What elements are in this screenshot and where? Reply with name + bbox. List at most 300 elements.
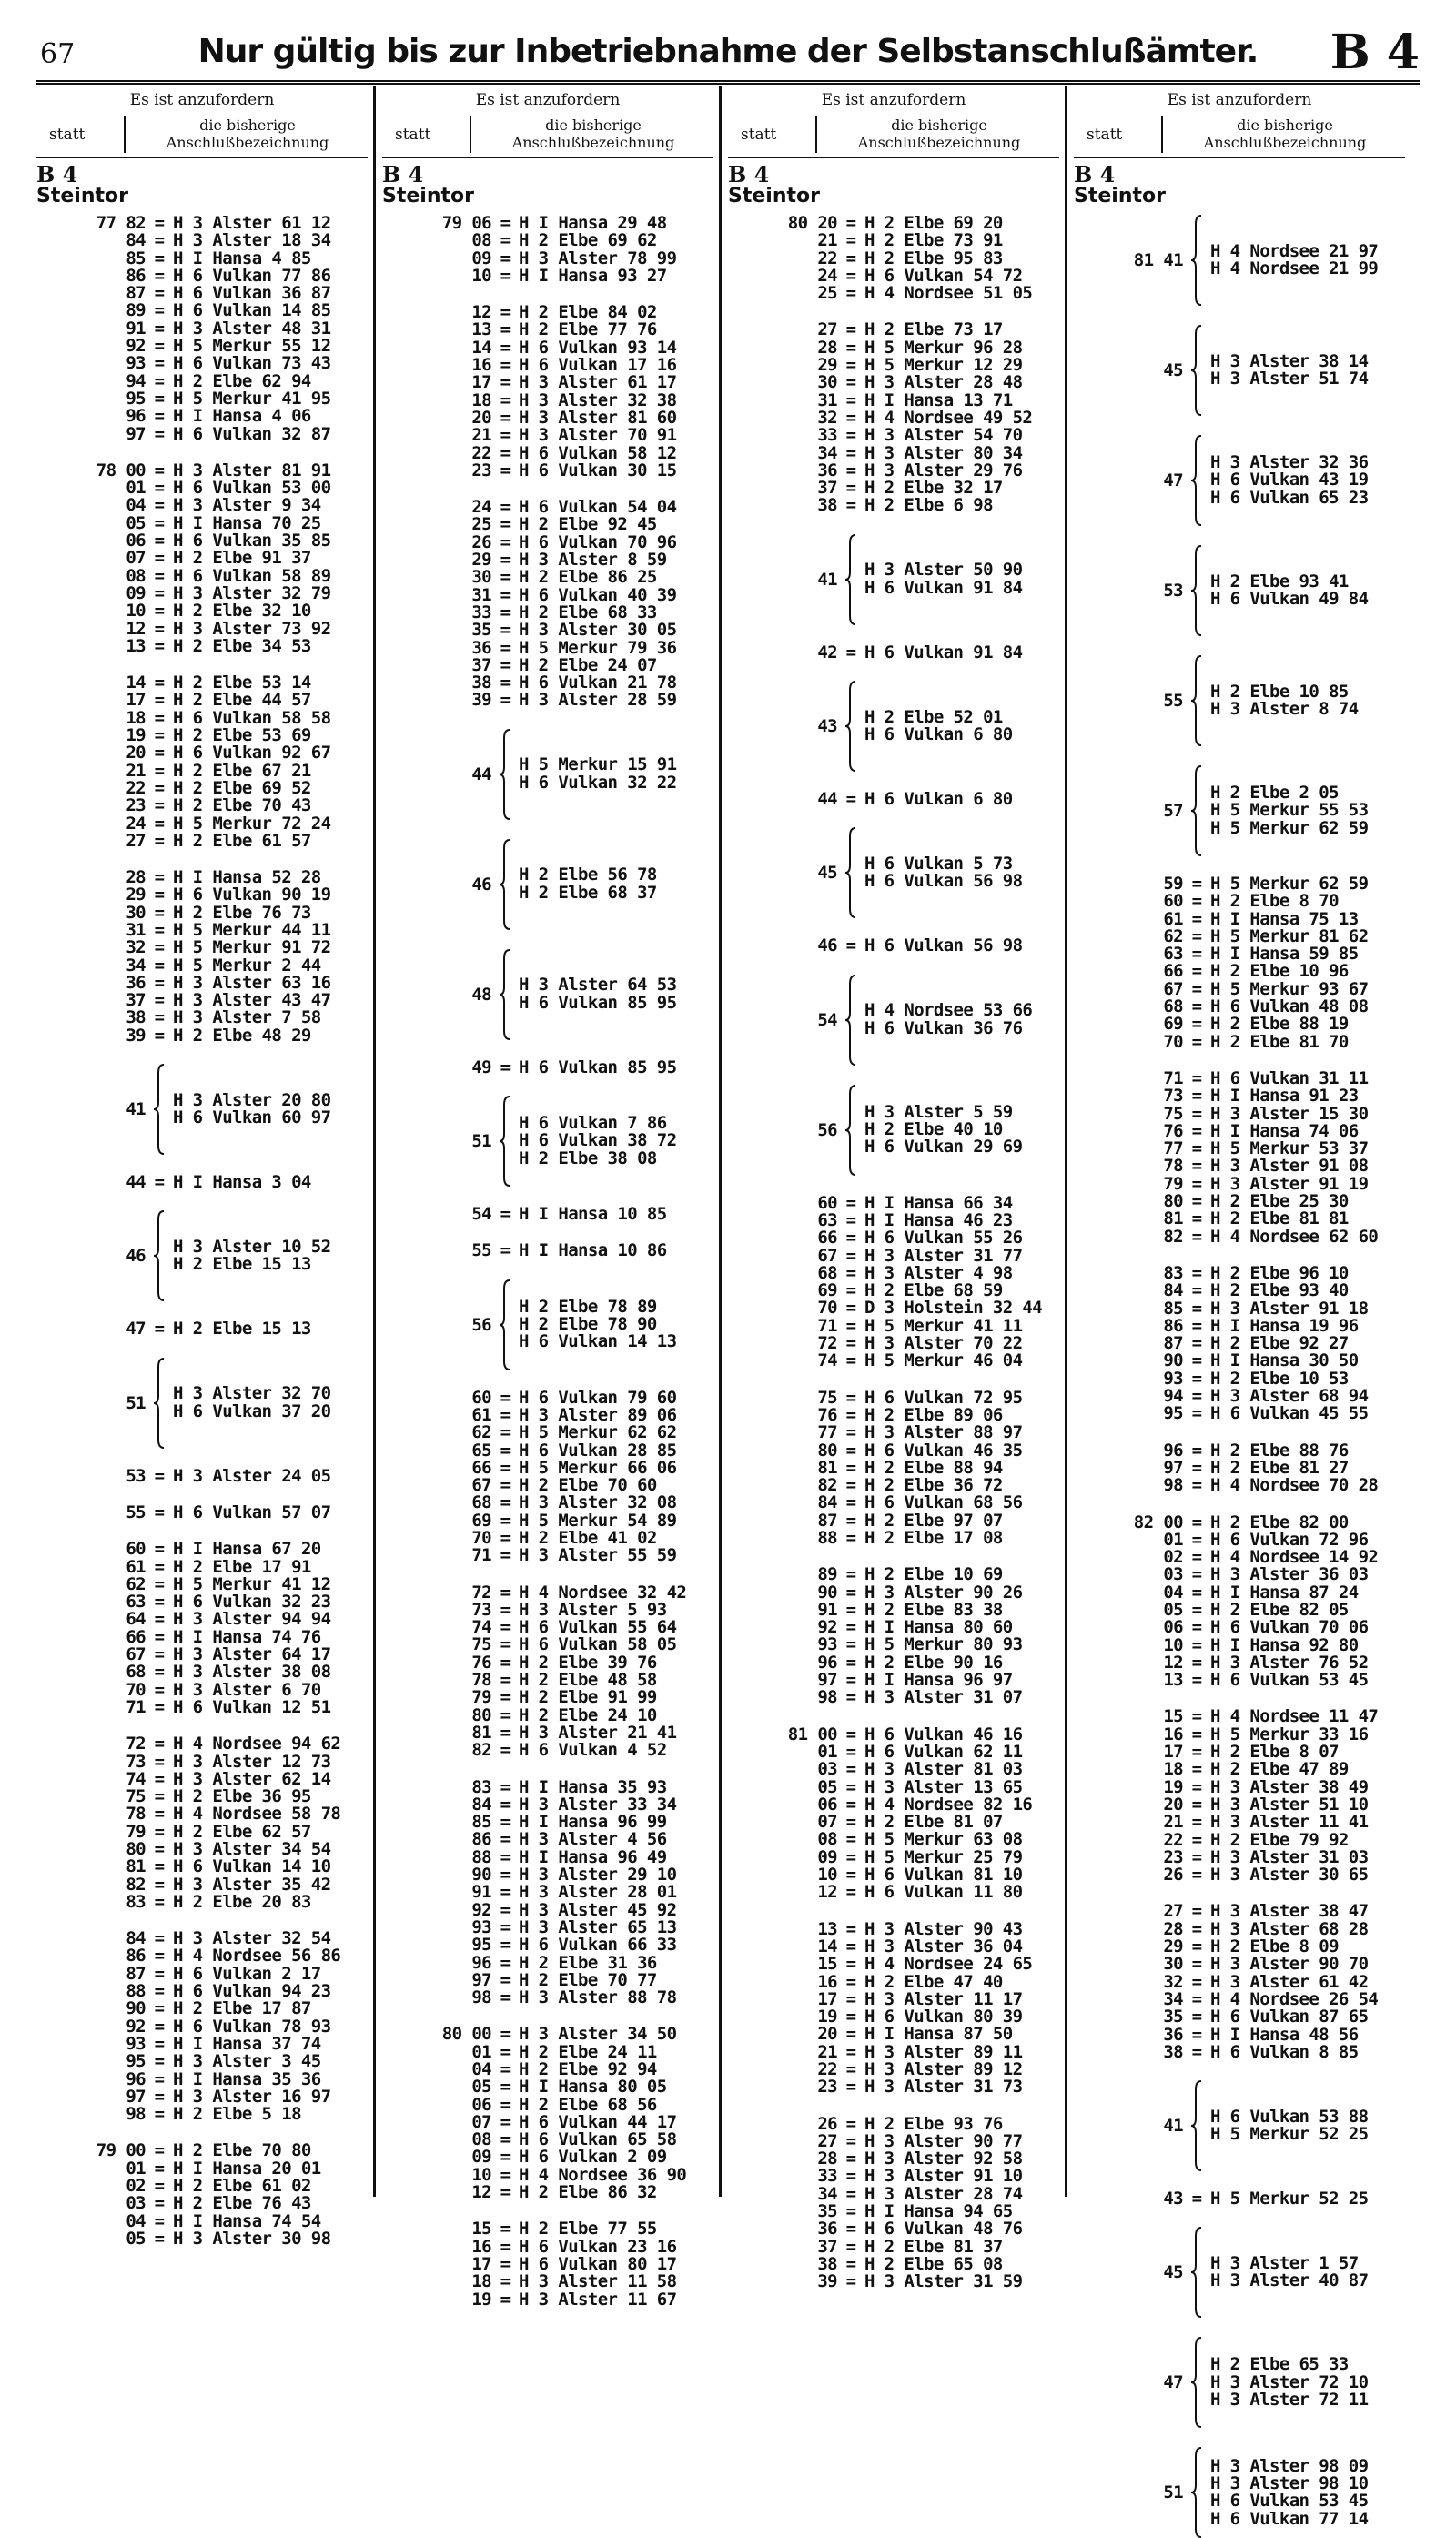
equals-sign: = — [1191, 1776, 1202, 1797]
entry-value: H 3 Alster 3 45 — [173, 2051, 321, 2072]
equals-sign: = — [845, 1829, 856, 1850]
entry-value: H 6 Vulkan 68 56 — [864, 1492, 1023, 1513]
entry-number: 30 — [817, 372, 837, 393]
equals-sign: = — [500, 2271, 511, 2292]
equals-sign: = — [1191, 1582, 1202, 1603]
entry-value: H 5 Merkur 2 44 — [173, 955, 321, 976]
entry-number: 59 — [1163, 874, 1183, 894]
entry-number: 10 — [126, 601, 146, 622]
entry-block — [36, 462, 368, 655]
entry-value: H 3 Alster 4 56 — [519, 1829, 667, 1850]
entry-number: 29 — [471, 550, 491, 571]
entry-row — [36, 2053, 368, 2070]
entry-block — [36, 2142, 368, 2248]
entry-block — [1074, 1903, 1405, 2061]
equals-sign: = — [500, 672, 511, 693]
entry-value: H 3 Alster 89 06 — [519, 1404, 677, 1425]
entry-number: 78 — [126, 1804, 146, 1825]
section-heading — [728, 161, 1059, 207]
entry-row — [1074, 1634, 1405, 1655]
entry-value: H 3 Alster 68 28 — [1210, 1918, 1369, 1939]
entry-row — [728, 1424, 1059, 1441]
entry-number: 04 — [126, 2210, 146, 2231]
entry-number: 20 — [126, 743, 146, 763]
entry-row — [728, 2273, 1059, 2290]
entry-number: 16 — [471, 2236, 491, 2257]
entry-value: H 3 Alster 91 19 — [1210, 1173, 1369, 1194]
brace-icon — [1183, 325, 1210, 416]
entry-value: H 3 Alster 81 91 — [173, 460, 331, 480]
entry-value: H 2 Elbe 91 99 — [519, 1687, 657, 1708]
entry-number: 84 — [1163, 1280, 1183, 1301]
entry-number: 75 — [126, 1786, 146, 1807]
column-header — [728, 86, 1059, 158]
equals-sign: = — [845, 1280, 856, 1301]
entry-values — [864, 1002, 1032, 1037]
equals-sign: = — [845, 2271, 856, 2292]
equals-sign: = — [154, 423, 165, 444]
header-requested: Es ist anzufordern — [1167, 91, 1312, 109]
equals-sign: = — [500, 1865, 511, 1886]
brace-icon — [146, 1210, 173, 1301]
entry-number: 18 — [126, 707, 146, 728]
entry-value: H 3 Alster 88 97 — [864, 1422, 1023, 1443]
equals-sign: = — [154, 1998, 165, 2019]
entry-value: H 6 Vulkan 43 19 — [1210, 470, 1369, 490]
brace-icon — [837, 1085, 864, 1176]
entry-number: 19 — [126, 725, 146, 746]
equals-sign: = — [1191, 1368, 1202, 1389]
entry-row — [1074, 893, 1405, 910]
entry-number: 10 — [471, 265, 491, 286]
entry-value: H I Hansa 87 24 — [1210, 1582, 1359, 1603]
entry-value: H 4 Nordsee 58 78 — [173, 1804, 341, 1825]
entry-number: 41 — [817, 569, 837, 590]
entry-block — [382, 1776, 713, 2008]
equals-sign: = — [154, 1928, 165, 1949]
equals-sign: = — [500, 319, 511, 340]
entry-row — [1074, 1282, 1405, 1299]
entry-row — [728, 1245, 1059, 1266]
entry-value: H 2 Elbe 78 90 — [519, 1313, 657, 1334]
equals-sign: = — [1191, 1547, 1202, 1568]
entry-value: H 3 Alster 35 42 — [173, 1874, 331, 1895]
equals-sign: = — [154, 230, 165, 251]
entry-group — [728, 534, 1059, 625]
entry-row — [382, 1059, 713, 1077]
entry-row — [36, 355, 368, 372]
equals-sign: = — [154, 1573, 165, 1594]
entry-number: 12 — [471, 2182, 491, 2203]
entry-group — [36, 1358, 368, 1449]
entry-number: 10 — [817, 1865, 837, 1886]
equals-sign: = — [500, 1704, 511, 1725]
entry-number: 03 — [1163, 1564, 1183, 1585]
equals-sign: = — [154, 601, 165, 622]
entry-value: H 2 Elbe 68 59 — [864, 1280, 1003, 1301]
entry-value: H 2 Elbe 77 76 — [519, 319, 657, 340]
brace-icon — [1183, 215, 1210, 306]
entry-number: 61 — [471, 1404, 491, 1425]
entry-value: H I Hansa 93 27 — [519, 265, 667, 286]
equals-sign: = — [500, 2182, 511, 2203]
entry-number: 30 — [126, 902, 146, 923]
header-requested: Es ist anzufordern — [129, 91, 275, 109]
entry-value: H I Hansa 29 48 — [519, 213, 667, 233]
entry-number: 22 — [817, 2059, 837, 2079]
equals-sign: = — [1191, 1086, 1202, 1107]
entry-number: 46 — [817, 935, 837, 956]
equals-sign: = — [1191, 1794, 1202, 1815]
entry-value: H 2 Elbe 78 89 — [519, 1296, 657, 1317]
entry-number: 72 — [817, 1333, 837, 1354]
entry-value: H 3 Alster 89 11 — [864, 2041, 1023, 2062]
entry-number: 22 — [471, 442, 491, 463]
entry-group — [728, 1085, 1059, 1176]
entry-row — [728, 1761, 1059, 1778]
entry-number: 93 — [126, 353, 146, 374]
entry-value: H 2 Elbe 83 38 — [864, 1599, 1003, 1620]
equals-sign: = — [1191, 1812, 1202, 1833]
entry-value: H I Hansa 35 93 — [519, 1776, 667, 1797]
entry-value: H 3 Alster 5 59 — [864, 1101, 1013, 1122]
entry-number: 63 — [1163, 944, 1183, 965]
entry-row — [36, 1465, 368, 1486]
entry-row — [1074, 1672, 1405, 1689]
entry-number: 93 — [1163, 1368, 1183, 1389]
equals-sign: = — [845, 1192, 856, 1213]
entry-values — [1210, 784, 1368, 837]
entry-block — [382, 304, 713, 480]
entry-row — [36, 830, 368, 851]
entry-value: H 3 Alster 6 70 — [173, 1679, 321, 1700]
entry-number: 85 — [126, 248, 146, 268]
entry-value: H 2 Elbe 40 10 — [864, 1118, 1003, 1139]
entry-number: 12 — [817, 1882, 837, 1903]
entry-row — [382, 2094, 713, 2115]
entry-number: 15 — [1163, 1706, 1183, 1727]
entry-number: 86 — [126, 1946, 146, 1967]
entry-group — [1074, 2337, 1405, 2428]
entry-value: H 6 Vulkan 70 06 — [1210, 1617, 1369, 1638]
entry-number: 86 — [1163, 1315, 1183, 1336]
entry-row — [728, 1636, 1059, 1653]
entry-number: 91 — [817, 1599, 837, 1620]
entry-row — [382, 1936, 713, 1954]
entry-row — [382, 374, 713, 391]
entry-value: H I Hansa 10 86 — [519, 1240, 667, 1261]
entry-row — [382, 692, 713, 709]
entry-value: H 5 Merkur 55 53 — [1210, 800, 1369, 821]
equals-sign: = — [845, 495, 856, 516]
entry-block — [1074, 2190, 1405, 2208]
entry-value: H 3 Alster 92 58 — [864, 2149, 1023, 2169]
entry-value: H 5 Merkur 41 12 — [173, 1573, 331, 1594]
entry-row — [728, 1352, 1059, 1370]
entry-number: 31 — [126, 919, 146, 940]
entry-number: 72 — [471, 1582, 491, 1603]
equals-sign: = — [1191, 1173, 1202, 1194]
equals-sign: = — [1191, 2189, 1202, 2209]
section-place: Steintor — [1074, 185, 1166, 207]
entry-number: 93 — [817, 1634, 837, 1655]
entry-number: 95 — [1163, 1403, 1183, 1424]
entry-number: 06 — [126, 531, 146, 551]
entry-value: H 5 Merkur 93 67 — [1210, 978, 1369, 999]
brace-icon — [1183, 435, 1210, 526]
entry-value: H 6 Vulkan 56 98 — [864, 871, 1023, 892]
equals-sign: = — [500, 602, 511, 622]
entry-number: 89 — [817, 1564, 837, 1585]
equals-sign: = — [154, 582, 165, 603]
entry-value: H 6 Vulkan 85 95 — [519, 1057, 677, 1077]
entry-number: 23 — [1163, 1846, 1183, 1867]
equals-sign: = — [154, 1734, 165, 1754]
entry-number: 69 — [471, 1510, 491, 1531]
page-title: Nur gültig bis zur Inbetriebnahme der Selbstanschlußämter. — [197, 33, 1259, 70]
entry-value: H I Hansa 75 13 — [1210, 908, 1359, 929]
entry-number: 47 — [1163, 2372, 1183, 2393]
entry-number: 06 — [1163, 1617, 1183, 1638]
entry-number: 73 — [471, 1599, 491, 1620]
entry-block — [728, 644, 1059, 662]
entry-value: H 6 Vulkan 60 97 — [173, 1107, 331, 1128]
entry-row — [728, 2113, 1059, 2134]
equals-sign: = — [845, 460, 856, 480]
entry-row — [1074, 1903, 1405, 1920]
entry-number: 51 — [126, 1392, 146, 1413]
entry-number: 97 — [126, 2086, 146, 2107]
equals-sign: = — [845, 1936, 856, 1957]
entry-group — [1074, 435, 1405, 526]
equals-sign: = — [154, 1609, 165, 1630]
entry-value: H 2 Elbe 70 60 — [519, 1475, 657, 1496]
equals-sign: = — [845, 1724, 856, 1744]
entry-block — [728, 937, 1059, 955]
equals-sign: = — [1191, 1829, 1202, 1850]
entry-number: 76 — [1163, 1120, 1183, 1141]
equals-sign: = — [154, 406, 165, 427]
equals-sign: = — [154, 548, 165, 569]
entry-value: H 3 Alster 40 87 — [1210, 2270, 1369, 2291]
entry-number: 05 — [817, 1776, 837, 1797]
equals-sign: = — [154, 867, 165, 888]
entry-value: H I Hansa 96 49 — [519, 1846, 667, 1867]
entry-value: H 4 Nordsee 94 62 — [173, 1734, 341, 1754]
entry-row — [36, 815, 368, 833]
entry-block — [382, 1096, 713, 1187]
header-divider — [124, 116, 126, 153]
equals-sign: = — [845, 213, 856, 233]
entry-number: 78 00 — [96, 460, 146, 480]
entry-group — [1074, 655, 1405, 746]
equals-sign: = — [1191, 1759, 1202, 1780]
equals-sign: = — [500, 531, 511, 552]
equals-sign: = — [1191, 1954, 1202, 1975]
entry-group — [382, 1279, 713, 1370]
entry-number: 13 — [126, 635, 146, 656]
entry-value: H 6 Vulkan 65 58 — [519, 2129, 677, 2150]
equals-sign: = — [500, 442, 511, 463]
entry-value: H 6 Vulkan 12 51 — [173, 1696, 331, 1717]
entry-number: 95 — [126, 2051, 146, 2072]
entry-value: H 3 Alster 64 17 — [173, 1644, 331, 1665]
entry-row — [1074, 908, 1405, 929]
entry-number: 82 00 — [1133, 1512, 1183, 1532]
equals-sign: = — [1191, 1706, 1202, 1727]
entry-value: H 2 Elbe 81 37 — [864, 2236, 1003, 2257]
entry-number: 65 — [471, 1440, 491, 1461]
entry-value: H 6 Vulkan 55 64 — [519, 1617, 677, 1638]
equals-sign: = — [1191, 996, 1202, 1017]
entry-value: H 3 Alster 38 14 — [1210, 350, 1369, 371]
equals-sign: = — [845, 1812, 856, 1833]
entry-values — [1210, 2356, 1368, 2409]
entry-value: H I Hansa 74 06 — [1210, 1120, 1359, 1141]
entry-value: H 2 Elbe 81 81 — [1210, 1208, 1349, 1229]
entry-block — [36, 674, 368, 850]
equals-sign: = — [154, 919, 165, 940]
entry-value: H 2 Elbe 69 62 — [519, 230, 657, 251]
entry-number: 76 — [817, 1404, 837, 1425]
entry-number: 29 — [126, 885, 146, 905]
entry-row — [36, 1696, 368, 1717]
entry-value: H 5 Merkur 52 25 — [1210, 2124, 1369, 2145]
entry-row — [382, 2273, 713, 2290]
entry-row — [728, 1494, 1059, 1512]
entry-number: 70 — [471, 1527, 491, 1548]
entry-value: H 3 Alster 5 93 — [519, 1599, 667, 1620]
entry-value: H 6 Vulkan 90 19 — [173, 885, 331, 905]
entry-values — [519, 1296, 677, 1352]
equals-sign: = — [845, 1228, 856, 1249]
entry-number: 72 — [126, 1734, 146, 1754]
equals-sign: = — [1191, 1512, 1202, 1532]
header-bisherige — [473, 116, 713, 151]
entry-number: 21 — [126, 760, 146, 781]
entry-value: H 3 Alster 12 73 — [173, 1751, 331, 1772]
equals-sign: = — [845, 1582, 856, 1603]
entry-number: 96 — [1163, 1440, 1183, 1461]
entry-number: 26 — [1163, 1865, 1183, 1886]
entry-value: H 3 Alster 73 92 — [173, 618, 331, 639]
entry-row — [36, 1858, 368, 1876]
entry-number: 79 — [471, 1687, 491, 1708]
entry-number: 08 — [817, 1829, 837, 1850]
entry-number: 04 — [471, 2059, 491, 2079]
entry-number: 19 — [1163, 1776, 1183, 1797]
entry-number: 96 — [126, 2068, 146, 2089]
entry-block — [728, 681, 1059, 772]
equals-sign: = — [1191, 1564, 1202, 1585]
entry-values — [173, 1089, 331, 1128]
equals-sign: = — [500, 230, 511, 251]
entry-block — [382, 499, 713, 710]
entry-value: H 6 Vulkan 70 96 — [519, 531, 677, 552]
entry-value: H 5 Merkur 63 08 — [864, 1829, 1023, 1850]
entry-number: 36 — [126, 972, 146, 993]
entry-number: 74 — [471, 1617, 491, 1638]
entry-value: H 2 Elbe 5 18 — [173, 2104, 301, 2125]
equals-sign: = — [845, 1759, 856, 1780]
entry-value: H 3 Alster 28 74 — [864, 2183, 1023, 2204]
entry-number: 97 — [126, 423, 146, 444]
equals-sign: = — [1191, 925, 1202, 946]
equals-sign: = — [154, 1172, 165, 1193]
entry-block — [1074, 435, 1405, 526]
entry-number: 95 — [126, 388, 146, 409]
equals-sign: = — [500, 2289, 511, 2310]
entry-number: 03 — [126, 2193, 146, 2214]
entry-value: H 2 Elbe 70 80 — [173, 2140, 311, 2161]
entry-number: 82 — [817, 1475, 837, 1496]
entry-value: H 5 Merkur 46 04 — [864, 1350, 1023, 1371]
entry-values — [1210, 2255, 1368, 2290]
entry-block — [382, 729, 713, 820]
equals-sign: = — [1191, 1617, 1202, 1638]
entry-value: H 3 Alster 90 70 — [1210, 1954, 1369, 1975]
entry-value: H 2 Elbe 10 53 — [1210, 1368, 1349, 1389]
entry-block — [36, 1358, 368, 1449]
entry-value: H 6 Vulkan 44 17 — [519, 2111, 677, 2132]
entry-value: H 6 Vulkan 65 23 — [1210, 487, 1369, 508]
equals-sign: = — [500, 302, 511, 323]
entry-number: 63 — [126, 1592, 146, 1613]
entry-number: 09 — [817, 1846, 837, 1867]
entry-number: 63 — [817, 1209, 837, 1230]
entry-number: 86 — [126, 265, 146, 286]
equals-sign: = — [154, 1946, 165, 1967]
entry-value: H 6 Vulkan 81 10 — [864, 1865, 1023, 1886]
entry-value: H 3 Alster 31 03 — [1210, 1846, 1369, 1867]
equals-sign: = — [845, 642, 856, 662]
entry-value: H 3 Alster 28 48 — [864, 372, 1023, 393]
entry-value: H 2 Elbe 36 72 — [864, 1475, 1003, 1496]
equals-sign: = — [154, 1465, 165, 1486]
entry-group — [382, 949, 713, 1040]
entry-value: H 2 Elbe 82 05 — [1210, 1599, 1349, 1620]
entry-value: H 2 Elbe 79 92 — [1210, 1829, 1349, 1850]
entry-number: 05 — [471, 2077, 491, 2098]
equals-sign: = — [845, 1510, 856, 1531]
entry-value: H 3 Alster 4 98 — [864, 1262, 1013, 1283]
entry-number: 82 — [1163, 1226, 1183, 1247]
entry-value: H I Hansa 10 85 — [519, 1204, 667, 1225]
entry-values — [864, 1101, 1023, 1158]
equals-sign: = — [154, 370, 165, 391]
entry-value: H 3 Alster 24 05 — [173, 1465, 331, 1486]
entry-number: 37 — [817, 2236, 837, 2257]
entry-number: 73 — [1163, 1086, 1183, 1107]
equals-sign: = — [500, 1599, 511, 1620]
section-heading — [382, 161, 713, 207]
entry-row — [36, 760, 368, 781]
entry-number: 24 — [471, 497, 491, 518]
header-divider — [1161, 116, 1163, 153]
entry-values — [173, 1385, 330, 1421]
entry-value: H I Hansa 4 06 — [173, 406, 311, 427]
entry-block — [36, 215, 368, 443]
entry-number: 44 — [817, 789, 837, 810]
entry-number: 34 — [817, 2183, 837, 2204]
equals-sign: = — [500, 1687, 511, 1708]
entry-value: H 5 Merkur 62 62 — [519, 1422, 677, 1443]
entry-number: 66 — [471, 1457, 491, 1478]
brace-icon — [1183, 545, 1210, 636]
entry-value: H 3 Alster 9 34 — [173, 495, 321, 516]
entry-block — [36, 869, 368, 1045]
entry-number: 71 — [817, 1315, 837, 1336]
